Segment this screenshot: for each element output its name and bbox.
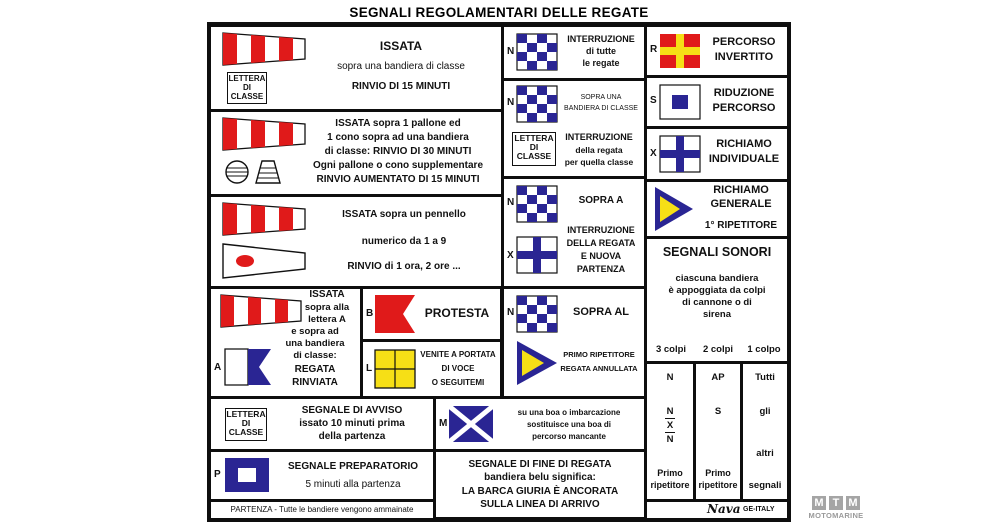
flag-letter-r: R — [650, 44, 658, 55]
c21-line2: di tutte — [586, 46, 616, 56]
c6-line1: VENITE A PORTATA — [420, 350, 496, 359]
ball-shape-icon — [225, 160, 249, 184]
c33-line1: RICHIAMO — [716, 138, 772, 150]
cell-abandon-all — [504, 27, 644, 78]
cell-warning-signal — [211, 399, 433, 449]
c34-line1: RICHIAMO — [713, 184, 769, 196]
tab-a-n2: X — [666, 420, 674, 431]
c23-line1: INTERRUZIONE — [565, 132, 633, 142]
cell-race-abandoned — [504, 289, 644, 396]
cone-shape-icon — [255, 160, 281, 184]
sound-line2: è appoggiata da colpi — [668, 285, 766, 296]
sound-line4: sirena — [703, 309, 731, 320]
c32-line2: PERCORSO — [712, 102, 776, 114]
tab-a-n1: N — [666, 406, 674, 417]
c3-line2: numerico da 1 a 9 — [361, 236, 447, 247]
c6-line3: O SEGUITEMI — [431, 378, 485, 387]
c4-line3: lettera A — [308, 314, 346, 325]
c2-line1: ISSATA sopra 1 pallone ed — [335, 118, 461, 129]
c24-line0: SOPRA A — [578, 195, 624, 206]
logo-name: MOTOMARINE — [808, 511, 864, 520]
cell-brand — [647, 502, 787, 518]
logo-letter-m2: M — [846, 496, 860, 510]
sound-col2: 2 colpi — [702, 344, 734, 355]
c4-line5: una bandiera — [285, 338, 345, 349]
flag-m-icon — [449, 406, 493, 442]
cell-finish-signal — [436, 452, 644, 517]
sound-table-col-n — [647, 364, 693, 499]
flag-letter-a: A — [214, 362, 222, 373]
tab-a-f2: ripetitore — [650, 480, 690, 490]
answering-pennant-icon — [221, 295, 303, 327]
tab-b-s: S — [714, 406, 722, 417]
logo-letter-t: T — [829, 496, 843, 510]
cell-abandon-restart — [504, 179, 644, 286]
cell-protest — [363, 289, 500, 339]
sound-line1: ciascuna bandiera — [675, 273, 759, 284]
tab-c-head: Tutti — [755, 372, 775, 383]
cell-abandon-class — [504, 126, 644, 176]
tab-c-l2: altri — [756, 448, 774, 459]
c24-line1: INTERRUZIONE — [567, 225, 635, 235]
c9-line2: 5 minuti alla partenza — [305, 479, 401, 490]
cell-course-shortened — [647, 78, 787, 126]
c32-line1: RIDUZIONE — [713, 87, 775, 99]
sound-table-col-all — [743, 364, 787, 499]
tab-a-n3: N — [666, 434, 674, 445]
sound-title: SEGNALI SONORI — [662, 245, 772, 259]
c1-line1: ISSATA — [379, 39, 423, 53]
class-flag-label: LETTERA DI CLASSE — [512, 132, 556, 166]
flag-letter-p: P — [214, 469, 221, 480]
c4-line1: ISSATA — [309, 289, 345, 300]
flag-b-icon — [375, 295, 415, 333]
flag-x-icon — [517, 237, 557, 273]
footer-text: PARTENZA - Tutte le bandiere vengono ammainate — [230, 505, 414, 514]
cell-n-over-class — [504, 81, 644, 126]
flag-r-icon — [660, 34, 700, 68]
flag-x-icon — [660, 136, 700, 172]
c24-line4: PARTENZA — [576, 264, 626, 274]
cell-start-footer — [211, 502, 433, 518]
cell-numeral-pennant — [211, 197, 501, 286]
c22-line2: BANDIERA DI CLASSE — [564, 105, 638, 112]
tab-a-head: N — [666, 372, 674, 383]
c8-line1: su una boa o imbarcazione — [517, 408, 621, 417]
c9-line1: SEGNALE PREPARATORIO — [287, 461, 418, 472]
tab-c-l3: segnali — [748, 480, 782, 491]
flag-letter-x: X — [650, 148, 657, 159]
tab-b-f2: ripetitore — [698, 480, 738, 490]
c8-line2: sostituisce una boa di — [526, 420, 611, 429]
c10-line4: SULLA LINEA DI ARRIVO — [480, 499, 600, 510]
flag-p-icon — [225, 458, 269, 492]
first-substitute-icon — [655, 187, 693, 231]
c21-line1: INTERRUZIONE — [567, 34, 635, 44]
c24-line2: DELLA REGATA — [566, 238, 636, 248]
cell-preparatory-signal — [211, 452, 433, 499]
cell-mark-missing — [436, 399, 644, 449]
sound-line3: di cannone o di — [682, 297, 752, 308]
class-flag-label: LETTERA DI CLASSE — [225, 408, 267, 441]
tab-a-f1: Primo — [657, 468, 683, 478]
c33-line2: INDIVIDUALE — [708, 153, 780, 165]
tab-b-head: AP — [711, 372, 725, 383]
c4-line4: e sopra ad — [291, 326, 339, 337]
flag-n-icon — [517, 34, 557, 70]
flag-letter-b: B — [366, 308, 374, 319]
fraction-bar — [665, 418, 675, 419]
flag-letter-m: M — [439, 418, 448, 429]
c2-line5: RINVIO AUMENTATO DI 15 MINUTI — [316, 174, 480, 185]
flag-l-icon — [375, 350, 415, 388]
c7-line2: issato 10 minuti prima — [299, 418, 405, 429]
cell-general-recall — [647, 182, 787, 236]
flag-letter-n: N — [507, 307, 515, 318]
c23-line3: per quella classe — [564, 157, 634, 167]
c4-line6: di classe: — [293, 350, 337, 361]
flag-letter-l: L — [366, 363, 373, 374]
numeral-pennant-icon — [223, 244, 308, 278]
sound-col3: 1 colpo — [747, 344, 781, 355]
c1-line2: sopra una bandiera di classe — [337, 61, 465, 72]
c34-line2: GENERALE — [710, 198, 772, 210]
c21-line3: le regate — [582, 58, 620, 68]
c4-line8: RINVIATA — [292, 377, 338, 388]
flag-letter-x: X — [507, 250, 514, 261]
sound-col1: 3 colpi — [655, 344, 687, 355]
flag-letter-n: N — [507, 46, 515, 57]
c22-line1: SOPRA UNA — [580, 94, 622, 101]
c23-line2: della regata — [575, 145, 623, 155]
cell-individual-recall — [647, 129, 787, 179]
flag-letter-s: S — [650, 95, 657, 106]
sound-table-col-ap — [696, 364, 740, 499]
flag-letter-n: N — [507, 97, 515, 108]
brand-script: Nava — [707, 502, 741, 516]
c31-line1: PERCORSO — [712, 36, 776, 48]
tab-c-l1: gli — [759, 406, 771, 417]
regatta-signals-board — [207, 3, 791, 522]
c24-line3: E NUOVA — [580, 251, 622, 261]
board-title: SEGNALI REGOLAMENTARI DELLE REGATE — [207, 3, 791, 24]
c8-line3: percorso mancante — [532, 432, 606, 441]
c3-line3: RINVIO di 1 ora, 2 ore ... — [347, 261, 461, 272]
c2-line4: Ogni pallone o cono supplementare — [312, 160, 484, 171]
c1-line3: RINVIO DI 15 MINUTI — [351, 81, 451, 92]
c6-line2: DI VOCE — [441, 364, 475, 373]
c3-line1: ISSATA sopra un pennello — [342, 209, 466, 220]
brand-sub: GE-ITALY — [743, 506, 775, 513]
cell-race-postponed — [211, 289, 360, 396]
c10-line1: SEGNALE DI FINE DI REGATA — [468, 459, 612, 470]
mtm-logo — [806, 496, 866, 520]
c2-line2: 1 cono sopra ad una bandiera — [327, 132, 469, 143]
first-substitute-icon — [517, 341, 557, 385]
class-flag-label: LETTERA DI CLASSE — [227, 72, 267, 104]
answering-pennant-icon — [223, 203, 308, 235]
cell-course-reversed — [647, 27, 787, 75]
c7-line1: SEGNALE DI AVVISO — [301, 405, 403, 416]
flag-a-icon — [225, 349, 271, 385]
c5-text: PROTESTA — [424, 306, 490, 320]
flag-s-icon — [660, 85, 700, 119]
c4-line7: REGATA — [294, 364, 336, 375]
flag-letter-n: N — [507, 197, 515, 208]
answering-pennant-icon — [223, 33, 308, 65]
fraction-bar — [665, 432, 675, 433]
c10-line2: bandiera belu significa: — [484, 472, 596, 483]
flag-n-icon — [517, 186, 557, 222]
flag-n-icon — [517, 296, 557, 332]
c31-line2: INVERTITO — [714, 51, 774, 63]
cell-postponement-30 — [211, 112, 501, 194]
c25-line1: PRIMO RIPETITORE — [563, 350, 635, 359]
c10-line3: LA BARCA GIURIA È ANCORATA — [461, 486, 619, 497]
cell-postponement-15 — [211, 27, 501, 109]
c25-line2: REGATA ANNULLATA — [560, 364, 638, 373]
c7-line3: della partenza — [318, 431, 386, 442]
cell-sound-signals — [647, 239, 787, 361]
c2-line3: di classe: RINVIO DI 30 MINUTI — [324, 146, 472, 157]
logo-letter-m: M — [812, 496, 826, 510]
tab-b-f1: Primo — [705, 468, 731, 478]
c25-line0: SOPRA AL — [572, 306, 630, 318]
c34-line3: 1° RIPETITORE — [704, 220, 778, 231]
cell-come-within-hail — [363, 342, 500, 396]
flag-n-icon — [517, 86, 557, 122]
c4-line2: sopra alla — [304, 302, 350, 313]
